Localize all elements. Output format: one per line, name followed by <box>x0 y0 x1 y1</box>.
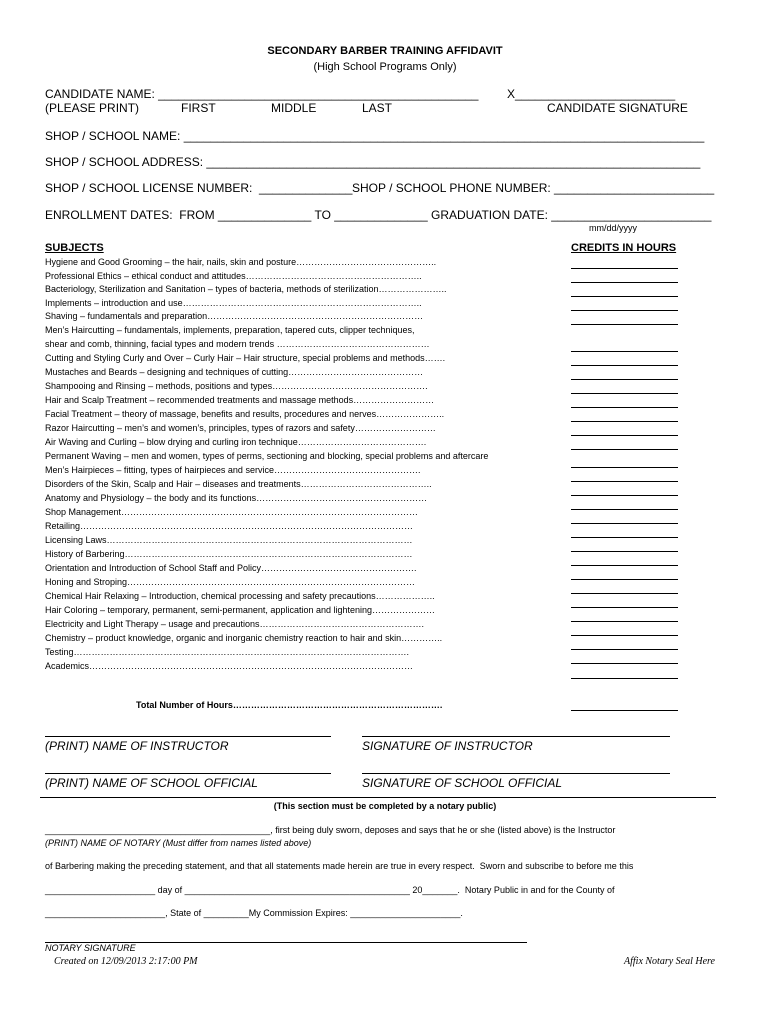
official-name-label: (PRINT) NAME OF SCHOOL OFFICIAL <box>45 776 258 790</box>
subject-item: Disorders of the Skin, Scalp and Hair – diseases and treatments…………………………………….. <box>45 479 432 489</box>
subject-item: Razor Haircutting – men’s and women’s, principles, types of razors and safety……………………… <box>45 423 436 433</box>
credit-hours-field[interactable] <box>571 351 678 352</box>
please-print-label: (PLEASE PRINT) <box>45 101 140 115</box>
subject-item: Chemistry – product knowledge, organic and inorganic chemistry reaction to hair and skin………….. <box>45 633 443 643</box>
shop-address-field[interactable]: SHOP / SCHOOL ADDRESS: __________________________________________________________________________ <box>45 155 701 169</box>
form-title: SECONDARY BARBER TRAINING AFFIDAVIT <box>267 45 503 57</box>
notary-state-line[interactable]: ________________________, State of _________My Commission Expires: ______________________. <box>45 908 463 918</box>
enrollment-dates-field[interactable]: ENROLLMENT DATES: FROM ______________ TO ______________ GRADUATION DATE: ________________________ <box>45 208 712 222</box>
subject-item: Retailing………………………………………………………………………………………………… <box>45 521 414 531</box>
subject-item: Academics……………………………………………………………………………………………… <box>45 661 414 671</box>
candidate-signature-label: CANDIDATE SIGNATURE <box>547 101 688 115</box>
credit-hours-field[interactable] <box>571 495 678 496</box>
notary-sworn-text[interactable]: _____________________________________________, first being duly sworn, deposes and says that he or she (listed above) is the Instructor <box>45 825 616 835</box>
credit-hours-field[interactable] <box>571 481 678 482</box>
shop-phone-field[interactable]: SHOP / SCHOOL PHONE NUMBER: ________________________ <box>352 181 715 195</box>
subject-item: Hair Coloring – temporary, permanent, semi-permanent, application and lightening………………… <box>45 605 436 615</box>
subject-item: Professional Ethics – ethical conduct and attitudes………………………………………………….. <box>45 270 422 281</box>
credit-hours-field[interactable] <box>571 435 678 436</box>
credit-hours-field[interactable] <box>571 421 678 422</box>
subject-item: Men’s Hairpieces – fitting, types of hairpieces and service…………………………………………. <box>45 465 421 475</box>
credit-hours-field[interactable] <box>571 551 678 552</box>
credit-hours-field[interactable] <box>571 621 678 622</box>
shop-license-field[interactable]: SHOP / SCHOOL LICENSE NUMBER: ______________ <box>45 181 353 195</box>
subject-item: Air Waving and Curling – blow drying and curling iron technique……………………………………. <box>45 437 427 447</box>
subject-item: Electricity and Light Therapy – usage and precautions………………………………………………. <box>45 619 424 629</box>
credit-hours-field[interactable] <box>571 523 678 524</box>
created-timestamp: Created on 12/09/2013 2:17:00 PM <box>54 956 198 967</box>
form-subtitle: (High School Programs Only) <box>313 61 457 73</box>
subject-item: Anatomy and Physiology – the body and its functions………………………………………………… <box>45 493 428 503</box>
official-signature-label: SIGNATURE OF SCHOOL OFFICIAL <box>362 776 563 790</box>
credit-hours-field[interactable] <box>571 565 678 566</box>
notary-divider <box>40 797 716 798</box>
total-hours-label: Total Number of Hours……………………………………………………………. <box>136 700 443 710</box>
credit-hours-field[interactable] <box>571 365 678 366</box>
credits-header: CREDITS IN HOURS <box>571 242 677 254</box>
date-format-hint: mm/dd/yyyy <box>589 223 638 233</box>
notary-seal-label: Affix Notary Seal Here <box>624 956 715 967</box>
subject-item: Shop Management……………………………………………………………………………………… <box>45 507 419 517</box>
subject-item: Men’s Haircutting – fundamentals, implements, preparation, tapered cuts, clipper techniques, <box>45 325 415 335</box>
credit-hours-field[interactable] <box>571 407 678 408</box>
notary-day-line[interactable]: ______________________ day of _____________________________________________ 20_______. Notary Public in and for the County of <box>45 885 615 895</box>
subject-item: Shaving – fundamentals and preparation……………………………………………………………… <box>45 311 424 321</box>
credit-hours-field[interactable] <box>571 607 678 608</box>
candidate-name-field[interactable]: CANDIDATE NAME: ________________________________________________ <box>45 87 479 101</box>
credit-hours-field[interactable] <box>571 310 678 311</box>
subject-item: Chemical Hair Relaxing – Introduction, chemical processing and safety precautions……………….. <box>45 591 435 601</box>
subject-item: History of Barbering…………………………………………………………………………………… <box>45 549 413 559</box>
credit-hours-field[interactable] <box>571 678 678 679</box>
credit-hours-field[interactable] <box>571 509 678 510</box>
subject-item: Implements – introduction and use…………………………………………………………………….. <box>45 297 422 308</box>
last-name-label: LAST <box>362 101 393 115</box>
subjects-header: SUBJECTS <box>45 242 104 254</box>
total-hours-field[interactable] <box>571 710 678 711</box>
candidate-signature-field[interactable]: X________________________ <box>507 87 676 101</box>
credit-hours-field[interactable] <box>571 282 678 283</box>
credit-hours-field[interactable] <box>571 268 678 269</box>
official-name-line[interactable] <box>45 773 331 774</box>
subject-item: Cutting and Styling Curly and Over – Curly Hair – Hair structure, special problems and methods……. <box>45 353 446 363</box>
subject-item: Hygiene and Good Grooming – the hair, nails, skin and posture……………………………………….. <box>45 257 437 267</box>
credit-hours-field[interactable] <box>571 663 678 664</box>
credit-hours-field[interactable] <box>571 449 678 450</box>
subject-item: Mustaches and Beards – designing and techniques of cutting……………………………………… <box>45 367 424 377</box>
notary-statement-text: of Barbering making the preceding statement, and that all statements made herein are true in every respect. Sworn and subscribe to before me this <box>45 861 634 871</box>
credit-hours-field[interactable] <box>571 379 678 380</box>
official-signature-line[interactable] <box>362 773 670 774</box>
credit-hours-field[interactable] <box>571 393 678 394</box>
subject-item: Bacteriology, Sterilization and Sanitation – types of bacteria, methods of sterilization………………….. <box>45 284 447 294</box>
credit-hours-field[interactable] <box>571 296 678 297</box>
credit-hours-field[interactable] <box>571 324 678 325</box>
subject-item: Facial Treatment – theory of massage, benefits and results, procedures and nerves………………….. <box>45 409 445 419</box>
subject-item: Permanent Waving – men and women, types of perms, sectioning and blocking, special problems and aftercare <box>45 451 489 461</box>
instructor-name-line[interactable] <box>45 736 331 737</box>
credit-hours-field[interactable] <box>571 649 678 650</box>
subject-item: Licensing Laws………………………………………………………………………………………… <box>45 535 413 545</box>
subject-item: shear and comb, thinning, facial types and modern trends …………………………………………… <box>45 339 430 349</box>
notary-section-note: (This section must be completed by a notary public) <box>273 801 497 811</box>
first-name-label: FIRST <box>181 101 216 115</box>
subject-item: Testing…………………………………………………………………………………………………. <box>45 647 410 657</box>
shop-name-field[interactable]: SHOP / SCHOOL NAME: ______________________________________________________________________________ <box>45 129 705 143</box>
credit-hours-field[interactable] <box>571 635 678 636</box>
credit-hours-field[interactable] <box>571 579 678 580</box>
instructor-signature-line[interactable] <box>362 736 670 737</box>
notary-signature-label: NOTARY SIGNATURE <box>45 943 136 953</box>
instructor-signature-label: SIGNATURE OF INSTRUCTOR <box>362 739 533 753</box>
subject-item: Orientation and Introduction of School Staff and Policy……………………………………………. <box>45 563 417 573</box>
credit-hours-field[interactable] <box>571 537 678 538</box>
subject-item: Honing and Stroping…………………………………………………………………………………… <box>45 577 416 587</box>
notary-name-label: (PRINT) NAME OF NOTARY (Must differ from names listed above) <box>45 838 312 848</box>
subject-item: Shampooing and Rinsing – methods, positions and types……………………………………………. <box>45 381 428 391</box>
subject-item: Hair and Scalp Treatment – recommended treatments and massage methods……………………… <box>45 395 435 405</box>
credit-hours-field[interactable] <box>571 593 678 594</box>
middle-name-label: MIDDLE <box>271 101 317 115</box>
credit-hours-field[interactable] <box>571 467 678 468</box>
instructor-name-label: (PRINT) NAME OF INSTRUCTOR <box>45 739 229 753</box>
